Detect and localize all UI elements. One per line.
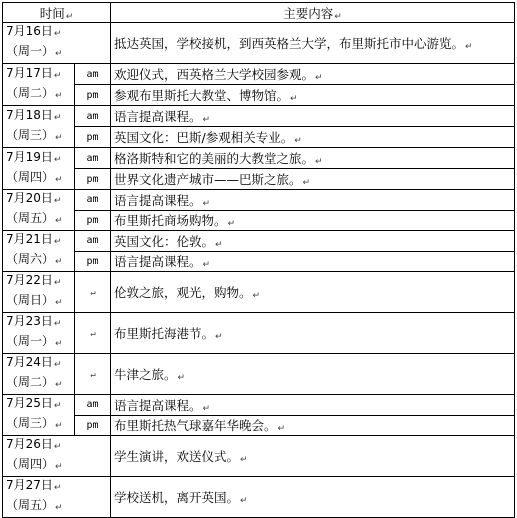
date-label: 7月26日 — [6, 437, 53, 451]
activity-text: 语言提高课程。↵ — [111, 106, 515, 127]
date-cell: 7月21日↵ （周六）↵ — [3, 231, 75, 272]
activity-text: 学生演讲，欢送仪式。↵ — [111, 436, 515, 477]
schedule-row — [3, 23, 515, 64]
date-label: 7月23日 — [6, 314, 53, 328]
am-label: am — [75, 106, 111, 127]
date-label: 7月18日 — [6, 107, 53, 122]
activity-text: 布里斯托海港节。↵ — [111, 313, 515, 354]
weekday-label: （周六） — [6, 252, 55, 266]
date-label: 7月24日 — [6, 355, 53, 369]
activity-text: 英国文化：巴斯/参观相关专业。↵ — [111, 127, 515, 148]
schedule-row — [3, 272, 515, 313]
weekday-label: （周一） — [6, 334, 55, 348]
date-cell: 7月25日↵ （周三）↵ — [3, 395, 75, 436]
date-label: 7月19日 — [6, 149, 53, 164]
pm-label: pm — [75, 251, 111, 272]
activity-text: 语言提高课程。↵ — [111, 251, 515, 272]
activity-text: 布里斯托热气球嘉年华晚会。↵ — [111, 415, 515, 436]
date-cell: 7月20日↵ （周五）↵ — [3, 190, 75, 231]
date-label: 7月21日 — [6, 232, 53, 246]
date-label: 7月17日 — [6, 65, 53, 80]
schedule-row — [3, 354, 515, 395]
weekday-label: （周三） — [6, 127, 55, 142]
period-cell: ↵ — [75, 354, 111, 395]
date-cell: 7月16日↵ （周一）↵ — [3, 23, 111, 64]
pm-label: pm — [75, 210, 111, 231]
schedule-row — [3, 477, 515, 518]
schedule-row — [3, 127, 515, 148]
schedule-table — [2, 2, 515, 518]
activity-text: 伦敦之旅，观光，购物。↵ — [111, 272, 515, 313]
am-label: am — [75, 395, 111, 416]
weekday-label: （周一） — [6, 44, 55, 58]
am-label: am — [75, 148, 111, 169]
weekday-label: （周三） — [6, 416, 55, 430]
schedule-row — [3, 85, 515, 106]
weekday-label: （周五） — [6, 211, 55, 225]
schedule-row — [3, 395, 515, 416]
schedule-row — [3, 148, 515, 169]
schedule-row — [3, 415, 515, 436]
activity-text: 格洛斯特和它的美丽的大教堂之旅。↵ — [111, 148, 515, 169]
period-cell: ↵ — [75, 272, 111, 313]
activity-text: 参观布里斯托大教堂、博物馆。↵ — [111, 85, 515, 106]
schedule-row — [3, 251, 515, 272]
pm-label: pm — [75, 127, 111, 148]
weekday-label: （周四） — [6, 169, 55, 184]
activity-text: 学校送机，离开英国。↵ — [111, 477, 515, 518]
weekday-label: （周二） — [6, 85, 55, 100]
header-row — [3, 3, 515, 23]
time-header: 时间↵ — [3, 3, 111, 23]
weekday-label: （周四） — [6, 457, 55, 471]
schedule-row — [3, 106, 515, 127]
schedule-row — [3, 436, 515, 477]
pm-label: pm — [75, 169, 111, 190]
date-label: 7月27日 — [6, 478, 53, 492]
date-label: 7月25日 — [6, 396, 53, 410]
period-cell: ↵ — [75, 313, 111, 354]
am-label: am — [75, 231, 111, 252]
am-label: am — [75, 64, 111, 85]
activity-text: 欢迎仪式，西英格兰大学校园参观。↵ — [111, 64, 515, 85]
date-cell: 7月19日↵ （周四）↵ — [3, 148, 75, 190]
activity-text: 语言提高课程。↵ — [111, 190, 515, 211]
activity-text: 英国文化：伦敦。↵ — [111, 231, 515, 252]
date-cell: 7月17日↵ （周二）↵ — [3, 64, 75, 106]
date-cell: 7月24日↵ （周二）↵ — [3, 354, 75, 395]
date-cell: 7月23日↵ （周一）↵ — [3, 313, 75, 354]
activity-text: 布里斯托商场购物。↵ — [111, 210, 515, 231]
activity-text: 牛津之旅。↵ — [111, 354, 515, 395]
date-label: 7月16日 — [6, 24, 53, 38]
date-label: 7月20日 — [6, 191, 53, 205]
schedule-row — [3, 190, 515, 211]
date-cell: 7月26日↵ （周四）↵ — [3, 436, 111, 477]
pm-label: pm — [75, 415, 111, 436]
activity-text: 语言提高课程。↵ — [111, 395, 515, 416]
schedule-row — [3, 64, 515, 85]
weekday-label: （周五） — [6, 498, 55, 512]
activity-text: 抵达英国，学校接机，到西英格兰大学，布里斯托市中心游览。↵ — [111, 23, 515, 64]
weekday-label: （周二） — [6, 375, 55, 389]
weekday-label: （周日） — [6, 293, 55, 307]
schedule-row — [3, 210, 515, 231]
pm-label: pm — [75, 85, 111, 106]
date-cell: 7月18日↵ （周三）↵ — [3, 106, 75, 148]
schedule-row — [3, 231, 515, 252]
activity-text: 世界文化遗产城市——巴斯之旅。↵ — [111, 169, 515, 190]
am-label: am — [75, 190, 111, 211]
content-header: 主要内容↵ — [111, 3, 515, 23]
schedule-row — [3, 169, 515, 190]
date-label: 7月22日 — [6, 273, 53, 287]
schedule-row — [3, 313, 515, 354]
date-cell: 7月22日↵ （周日）↵ — [3, 272, 75, 313]
date-cell: 7月27日↵ （周五）↵ — [3, 477, 111, 518]
